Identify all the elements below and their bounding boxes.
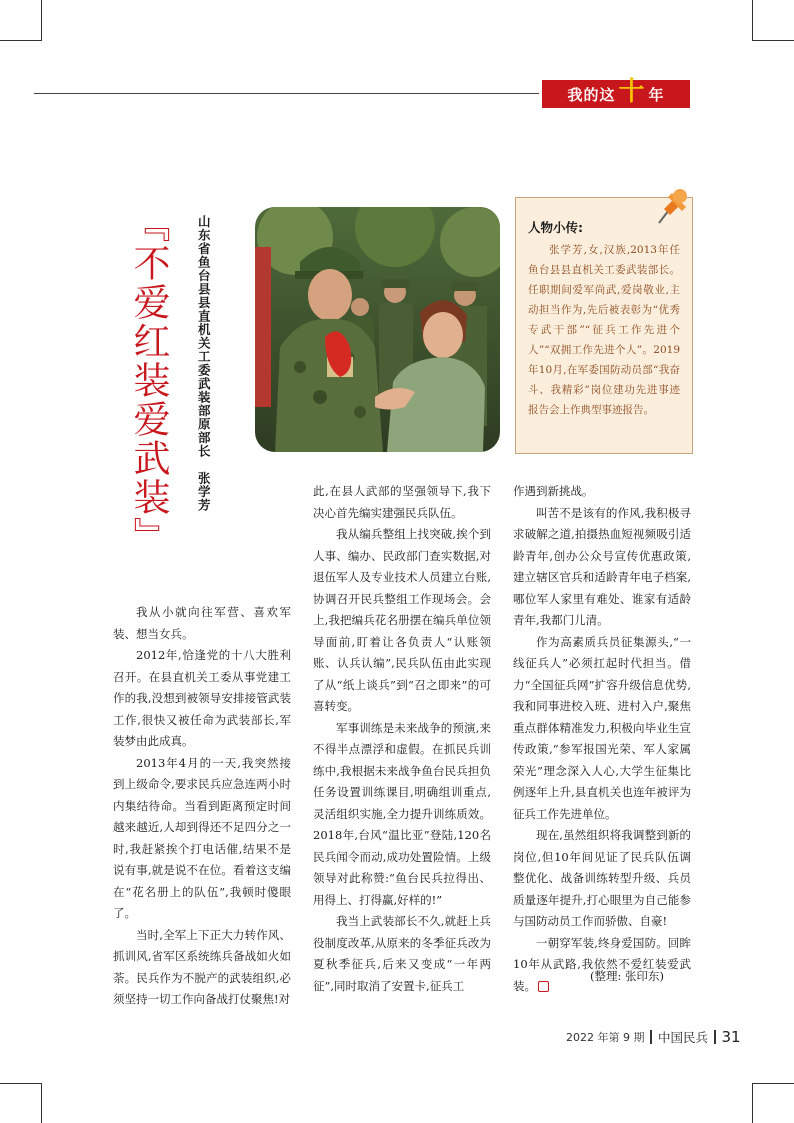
crop-mark	[0, 40, 42, 41]
issue-label: 2022 年第 9 期	[566, 1031, 645, 1044]
section-tab	[542, 77, 690, 108]
section-tab-ten: 十	[618, 77, 646, 107]
section-tab-after: 年	[648, 85, 665, 104]
article-column-2	[313, 481, 491, 997]
end-mark-icon	[538, 981, 549, 992]
article-column-3	[513, 481, 691, 997]
paragraph: 当时,全军上下正大力转作风、抓训风,省军区系统练兵备战如火如荼。民兵作为不脱产的武装组织,必须坚持一切工作向备战打仗聚焦!对	[113, 927, 291, 1006]
footer-divider	[714, 1030, 716, 1044]
crop-mark	[752, 40, 794, 41]
paragraph: 作为高素质兵员征集源头,“一线征兵人”必须扛起时代担当。借力“全国征兵网”扩容升级信息优势,我和同事进校入班、进村入户,聚焦重点群体精准发力,积极向毕业生宣传政策,“参军报国光荣、军人家属荣光”理念深入人心,大学生征集比例逐年上升,县直机关也连年被评为征兵工作先进单位。	[513, 634, 691, 821]
header-rule	[34, 93, 539, 94]
paragraph: 2012年,恰逢党的十八大胜利召开。在县直机关工委从事党建工作的我,没想到被领导安排接管武装工作,很快又被任命为武装部长,军装梦由此成真。	[113, 648, 291, 748]
crop-mark	[752, 1083, 753, 1123]
paragraph-final	[513, 933, 691, 998]
paragraph-continued: 此,在县人武部的坚强领导下,我下决心首先编实建强民兵队伍。	[313, 484, 491, 520]
paragraph: 军事训练是未来战争的预演,来不得半点漂浮和虚假。在抓民兵训练中,我根据未来战争鱼台民兵担负任务设置训练课目,明确组训重点,灵活组织实施,全力提升训练质效。2018年,台风“温比亚”登陆,120名民兵闻令而动,成功处置险情。上级领导对此称赞:“鱼台民兵拉得出、用得上、打得赢,好样的!”	[313, 720, 491, 907]
article-column-1	[113, 602, 291, 1011]
page-number: 31	[721, 1028, 741, 1046]
page-footer	[566, 1028, 741, 1046]
crop-mark	[41, 0, 42, 40]
paragraph: 现在,虽然组织将我调整到新的岗位,但10年间见证了民兵队伍调整优化、战备训练转型升级、兵员质量逐年提升,打心眼里为自己能参与国防动员工作而骄傲、自豪!	[513, 828, 691, 928]
article-photo	[255, 207, 500, 452]
article-title: 『不爱红装爱武装』	[127, 205, 170, 556]
footer-divider	[650, 1030, 652, 1044]
crop-mark	[752, 1083, 794, 1084]
photo-scene	[255, 207, 500, 452]
pushpin-icon	[650, 183, 690, 229]
bio-text: 张学芳,女,汉族,2013年任鱼台县县直机关工委武装部长。任职期间爱军尚武,爱岗敬业,主动担当作为,先后被表彰为“优秀专武干部”“征兵工作先进个人”“双拥工作先进个人”。2019年10月,在军委国防动员部“我奋斗、我精彩”岗位建功先进事迹报告会上作典型事迹报告。	[528, 244, 680, 416]
paragraph: 我从小就向往军营、喜欢军装、想当女兵。	[113, 605, 291, 641]
editor-credit: (整理: 张印东)	[590, 969, 665, 983]
magazine-name: 中国民兵	[657, 1030, 708, 1045]
crop-mark	[752, 0, 753, 40]
bio-heading: 人物小传:	[528, 220, 583, 235]
paragraph-continued: 作遇到新挑战。	[513, 484, 594, 498]
paragraph: 2013年4月的一天,我突然接到上级命令,要求民兵应急连两小时内集结待命。当看到距离预定时间越来越近,人却到得还不足四分之一时,我赶紧挨个打电话催,结果不是说有事,就是说不在位。看着这支编在“花名册上的队伍”,我顿时傻眼了。	[113, 755, 291, 920]
section-tab-before: 我的这	[567, 85, 616, 104]
crop-mark	[41, 1083, 42, 1123]
crop-mark	[0, 1083, 42, 1084]
bio-box	[515, 197, 693, 454]
paragraph: 叫苦不是该有的作风,我积极寻求破解之道,拍摄热血短视频吸引适龄青年,创办公众号宣传优惠政策,建立辖区官兵和适龄青年电子档案,哪位军人家里有难处、谁家有适龄青年,我都门儿清。	[513, 505, 691, 627]
paragraph: 我从编兵整组上找突破,挨个到人事、编办、民政部门查实数据,对退伍军人及专业技术人员建立台账,协调召开民兵整组工作现场会。会上,我把编兵花名册摆在编兵单位领导面前,盯着让各负责人“认账领账、认兵认编”,民兵队伍由此实现了从“纸上谈兵”到“召之即来”的可喜转变。	[313, 527, 491, 713]
paragraph: 我当上武装部长不久,就赶上兵役制度改革,从原来的冬季征兵改为夏秋季征兵,后来又变成“一年两征”,同时取消了安置卡,征兵工	[313, 914, 491, 993]
author-byline: 山东省鱼台县县直机关工委武装部原部长 张学芳	[196, 215, 212, 512]
final-text: 一朝穿军装,终身爱国防。回眸10年从武路,我依然不爱红装爱武装。	[513, 935, 691, 993]
